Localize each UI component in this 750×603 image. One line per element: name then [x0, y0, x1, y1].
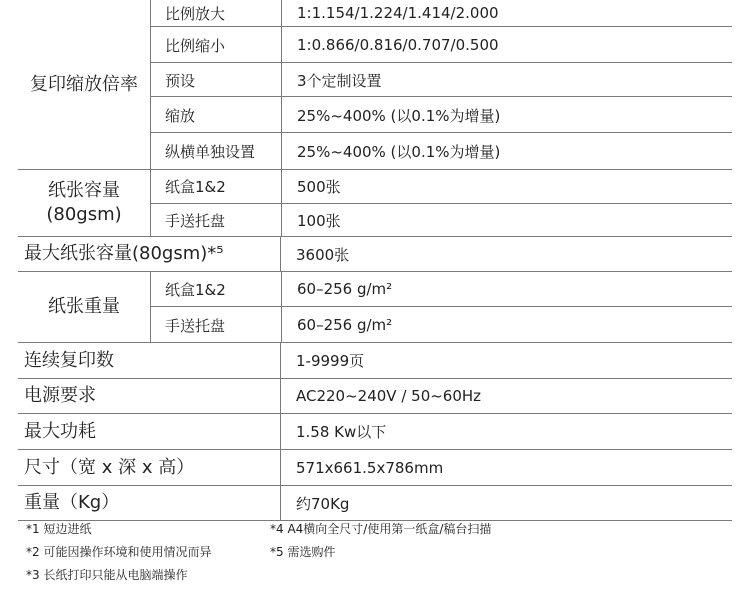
continuous-copy-row	[18, 343, 732, 379]
paper-weight-row-key: 纸盒1&2	[165, 280, 226, 299]
zoom-row-key: 纵横单独设置	[165, 143, 256, 161]
weight-row	[18, 486, 732, 521]
footnote: *5 需选购件	[270, 545, 336, 559]
paper-weight-row-key: 手送托盘	[165, 316, 226, 335]
paper-capacity-label	[18, 170, 150, 236]
paper-weight-row	[150, 306, 732, 343]
paper-capacity-row	[150, 203, 732, 237]
zoom-row-value: 25%~400% (以0.1%为增量)	[281, 97, 732, 133]
zoom-row-key: 预设	[165, 71, 196, 90]
footnote: *3 长纸打印只能从电脑端操作	[26, 568, 188, 582]
paper-capacity-row-key: 手送托盘	[165, 212, 226, 230]
max-capacity-label: 最大纸张容量(80gsm)*⁵	[24, 243, 224, 264]
zoom-row	[150, 26, 732, 63]
zoom-row-value: 3个定制设置	[281, 63, 732, 97]
continuous-copy-value: 1-9999页	[280, 343, 732, 378]
max-capacity-value: 3600张	[280, 237, 732, 271]
zoom-row-value: 1:0.866/0.816/0.707/0.500	[281, 27, 732, 63]
paper-capacity-label-line1: 纸张容量	[48, 180, 120, 201]
zoom-group	[18, 0, 732, 170]
zoom-row-value: 25%~400% (以0.1%为增量)	[281, 133, 732, 170]
spec-table	[18, 0, 732, 521]
paper-capacity-row-value: 500张	[281, 170, 732, 203]
zoom-label: 复印缩放倍率	[30, 73, 138, 95]
zoom-row-key: 比例放大	[165, 4, 226, 23]
weight-label: 重量（Kg）	[24, 492, 120, 513]
dimensions-row	[18, 450, 732, 486]
footnote: *2 可能因操作环境和使用情况而异	[26, 545, 212, 559]
paper-weight-row	[150, 272, 732, 306]
zoom-row	[150, 0, 732, 26]
power-value: AC220~240V / 50~60Hz	[280, 379, 732, 413]
power-label: 电源要求	[24, 385, 96, 406]
footnote: *4 A4横向全尺寸/使用第一纸盒/稿台扫描	[270, 522, 492, 536]
paper-capacity-row-value: 100张	[281, 204, 732, 237]
power-row	[18, 379, 732, 414]
zoom-subrows	[150, 0, 732, 169]
max-power-value: 1.58 Kw以下	[280, 414, 732, 449]
max-power-label: 最大功耗	[24, 420, 96, 442]
zoom-row-key: 缩放	[165, 106, 196, 125]
continuous-copy-label: 连续复印数	[24, 349, 114, 371]
paper-capacity-group	[18, 170, 732, 237]
zoom-row	[150, 96, 732, 133]
paper-weight-label: 纸张重量	[48, 296, 120, 317]
zoom-row-value: 1:1.154/1.224/1.414/2.000	[281, 0, 732, 26]
footnote: *1 短边进纸	[26, 522, 92, 536]
paper-weight-row-value: 60–256 g/m²	[281, 307, 732, 343]
zoom-row	[150, 62, 732, 97]
dimensions-value: 571x661.5x786mm	[280, 450, 732, 485]
paper-weight-row-value: 60–256 g/m²	[281, 272, 732, 306]
max-power-row	[18, 414, 732, 450]
zoom-row-key: 比例缩小	[165, 36, 226, 55]
zoom-row	[150, 132, 732, 170]
paper-capacity-row	[150, 170, 732, 203]
weight-value: 约70Kg	[280, 486, 732, 520]
paper-capacity-subrows	[150, 170, 732, 236]
dimensions-label: 尺寸（宽 x 深 x 高）	[24, 456, 195, 478]
paper-weight-subrows	[150, 272, 732, 342]
paper-capacity-row-key: 纸盒1&2	[165, 178, 226, 196]
paper-weight-group	[18, 272, 732, 343]
paper-capacity-label-line2: (80gsm)	[46, 204, 122, 225]
max-capacity-row	[18, 237, 732, 272]
